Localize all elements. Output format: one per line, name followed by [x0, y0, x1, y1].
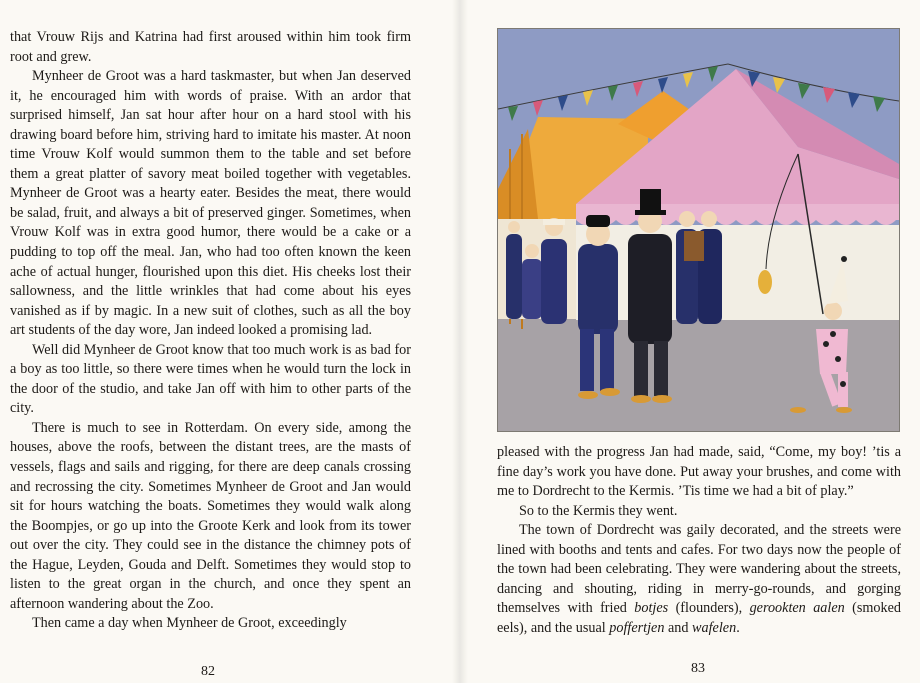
illustration-drawing	[498, 29, 899, 431]
italic-term: gerookten aalen	[749, 600, 845, 617]
text-run: .	[736, 619, 740, 636]
paragraph: that Vrouw Rijs and Katrina had first aroused within him took firm root and grew.	[10, 29, 411, 65]
text-run: The town of Dordrecht was gaily decorated, and the streets were lined with booths and tents and cafes. For two days now the people of the town had been celebrating. They were wandering about the streets, dancing and shouting, riding in merry-go-rounds, and gorging themselves with fried	[497, 522, 901, 617]
italic-term: wafelen	[692, 619, 737, 636]
pink-tent-valance	[576, 204, 899, 220]
paragraph: pleased with the progress Jan had made, said, “Come, my boy! ’tis a fine day’s work you have done. Put away your brushes, and come with me to Dordrecht to the Kermis. ’Tis time we had a bit of play.”	[497, 444, 901, 500]
paragraph: There is much to see in Rotterdam. On every side, among the houses, above the roofs, between the distant trees, are the masts of vessels, flags and sails and rigging, for there are deep canals crossing and recrossing the city. Sometimes Mynheer de Groot and Jan would sit for hours watching the boats. Sometimes they would walk along the Boompjes, or go up into the Groote Kerk and look from its tower out over the city. They could see in the distance the chimney pots of the Hague, Leyden, Gouda and Delft. Sometimes they would stop to listen to the great organ in the church, and once they spent an afternoon wandering about the Zoo.	[10, 419, 411, 612]
italic-term: botjes	[634, 600, 669, 617]
kermis-illustration	[497, 28, 900, 432]
italic-term: poffertjen	[609, 619, 665, 636]
paragraph: So to the Kermis they went.	[519, 502, 678, 519]
paragraph: Then came a day when Mynheer de Groot, exceedingly	[32, 615, 347, 632]
page-number-right: 83	[691, 661, 705, 676]
text-run: and	[664, 619, 693, 636]
text-run: (smoked eels), and the usual	[497, 600, 901, 636]
text-run: (flounders),	[668, 600, 750, 617]
tent-wall	[576, 225, 899, 320]
left-page-text	[10, 28, 411, 634]
page-number-left: 82	[201, 664, 215, 679]
paragraph	[497, 521, 901, 638]
paragraph: Well did Mynheer de Groot know that too much work is as bad for a boy as too little, so there were times when he would turn the lock in the door of the studio, and take Jan off with him to other parts of the city.	[10, 341, 411, 417]
paragraph: Mynheer de Groot was a hard taskmaster, but when Jan deserved it, he encouraged him with words of praise. With an ardor that surprised himself, Jan sat hour after hour on a hard stool with his drawing board before him, striving hard to imitate his master. At noon time Vrouw Kolf would summon them to the table and set before them a great platter of savory meat boiled together with vegetables. Mynheer de Groot was a hearty eater. Besides the meat, there would be salad, fruit, and always a bit of preserved ginger. Sometimes, when Vrouw Kolf was in extra good humor, there would be a cake or a pudding to top off the meal. Jan, who had too often known the keen ache of actual hunger, flourished upon this diet. His cheeks lost their sallowness, and the little wrinkles that had come about his eyes vanished as if by magic. In a new suit of clothes, such as all the boy art students of the day wore, Jan indeed looked a promising lad.	[10, 68, 411, 339]
right-page-text	[497, 443, 901, 638]
